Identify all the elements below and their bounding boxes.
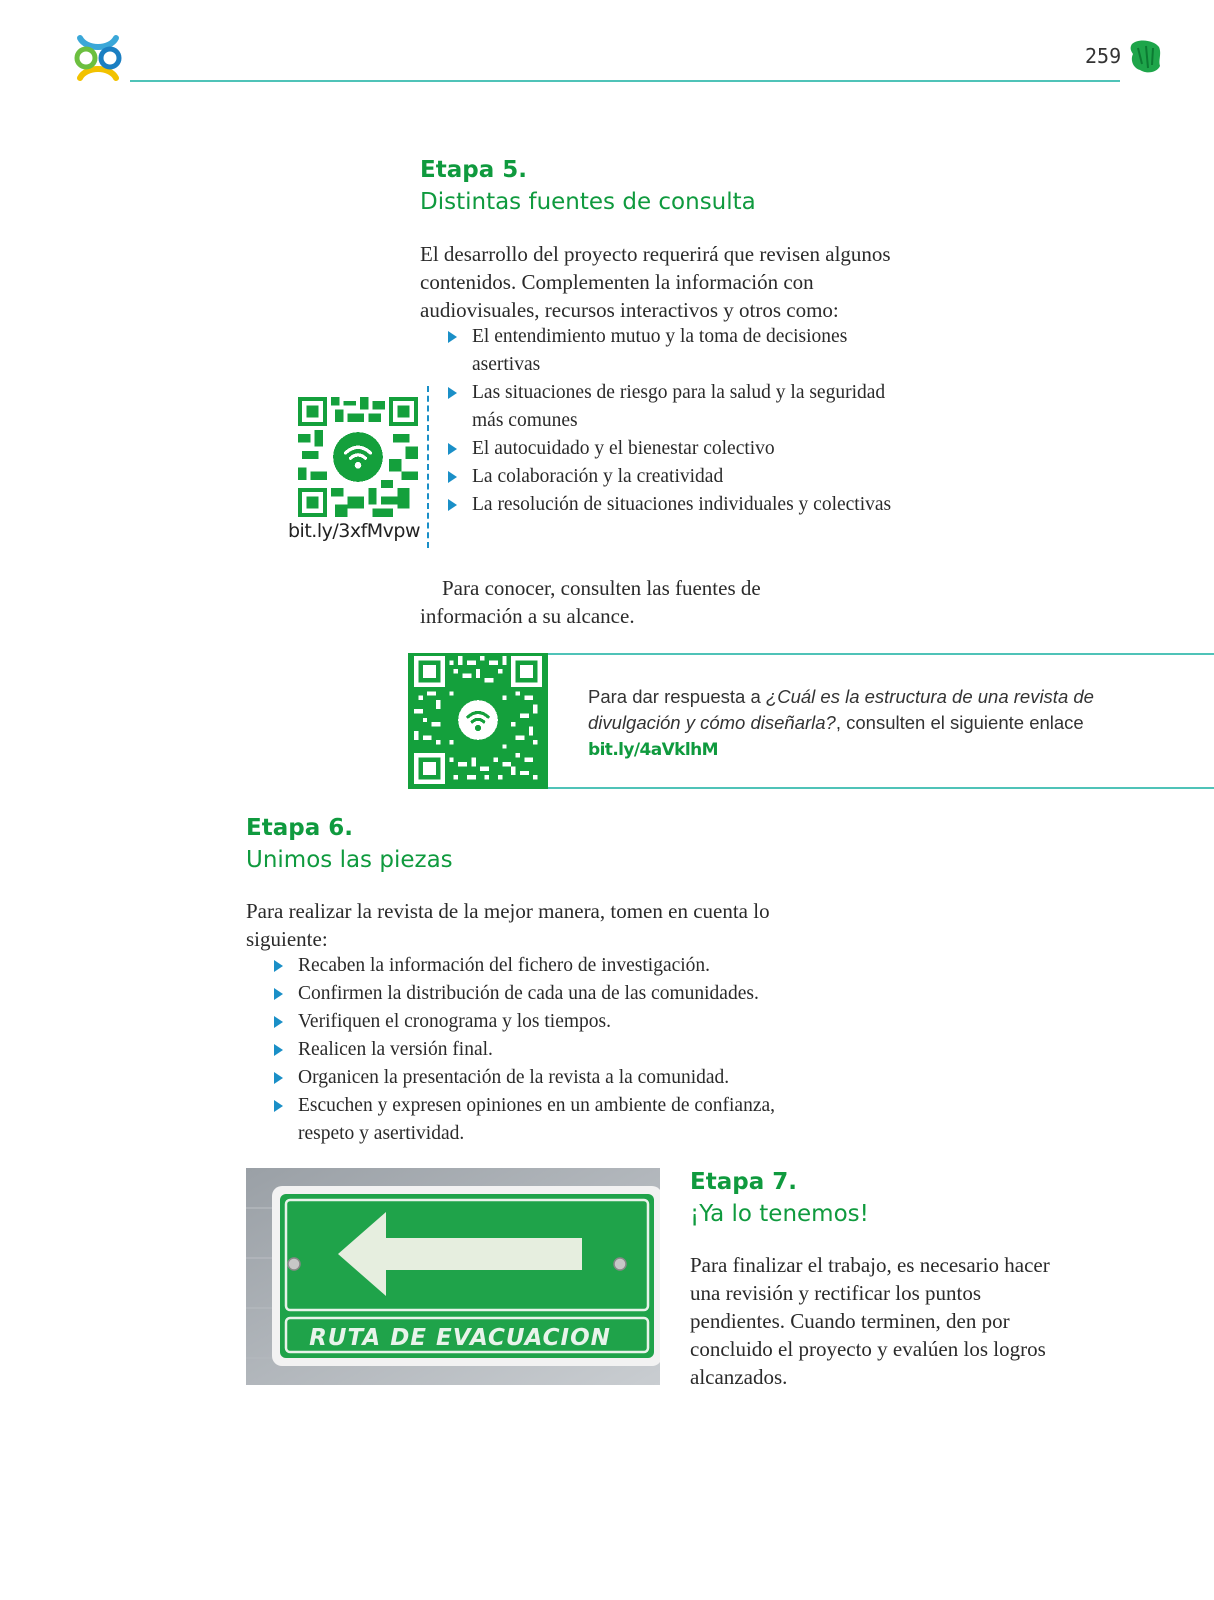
- stage5-title: Distintas fuentes de consulta: [420, 189, 756, 215]
- stage7-title: ¡Ya lo tenemos!: [690, 1201, 869, 1227]
- list-item: Recaben la información del fichero de investigación.: [272, 952, 832, 980]
- list-item: El entendimiento mutuo y la toma de decisiones asertivas: [446, 323, 896, 379]
- stage6-intro: Para realizar la revista de la mejor manera, tomen en cuenta lo siguiente:: [246, 899, 770, 951]
- header-rule: [130, 80, 1120, 82]
- dashed-divider: [427, 386, 429, 548]
- stage6-bullet-list: [272, 952, 832, 1148]
- stage5-number: Etapa 5.: [420, 157, 527, 183]
- qr-code-icon[interactable]: [298, 397, 418, 517]
- sign-text: RUTA DE EVACUACION: [309, 1325, 611, 1351]
- info-box-link[interactable]: bit.ly/4aVklhM: [588, 740, 718, 760]
- list-item: La resolución de situaciones individuales y colectivas: [446, 491, 896, 519]
- list-item: Organicen la presentación de la revista a la comunidad.: [272, 1064, 832, 1092]
- info-text-question: ¿Cuál es la estructura de una revista de divulgación y cómo diseñarla?: [588, 686, 1094, 733]
- info-text-tail: , consulten el siguiente enlace: [835, 712, 1084, 733]
- stage6-title: Unimos las piezas: [246, 847, 453, 873]
- stage6-heading: [246, 812, 453, 876]
- stage5-closing: Para conocer, consulten las fuentes de información a su alcance.: [420, 576, 761, 628]
- stage5-intro: El desarrollo del proyecto requerirá que revisen algunos contenidos. Complementen la información con audiovisuales, recursos interactivos y otros como:: [420, 242, 891, 322]
- stage7-heading: [690, 1166, 869, 1230]
- stage5-heading: [420, 154, 756, 218]
- qr-code-icon[interactable]: [414, 656, 542, 784]
- list-item: El autocuidado y el bienestar colectivo: [446, 435, 896, 463]
- list-item: Las situaciones de riesgo para la salud y la seguridad más comunes: [446, 379, 896, 435]
- list-item: Verifiquen el cronograma y los tiempos.: [272, 1008, 832, 1036]
- evacuation-sign-photo: [246, 1168, 660, 1385]
- page-number: 259: [1085, 44, 1122, 68]
- info-box-text: [588, 684, 1148, 763]
- list-item: Confirmen la distribución de cada una de las comunidades.: [272, 980, 832, 1008]
- qr-link-text[interactable]: bit.ly/3xfMvpw: [288, 520, 421, 542]
- stage7-body: Para finalizar el trabajo, es necesario hacer una revisión y rectificar los puntos pendientes. Cuando terminen, den por concluido el proyecto y evalúen los logros alcanzados.: [690, 1253, 1050, 1389]
- stage7-number: Etapa 7.: [690, 1169, 797, 1195]
- list-item: La colaboración y la creatividad: [446, 463, 896, 491]
- info-text-lead: Para dar respuesta a: [588, 686, 766, 707]
- stage5-bullet-list: [446, 323, 896, 519]
- stage6-number: Etapa 6.: [246, 815, 353, 841]
- list-item: Escuchen y expresen opiniones en un ambiente de confianza, respeto y asertividad.: [272, 1092, 832, 1148]
- corner-decoration-icon: [1128, 38, 1162, 74]
- series-logo-icon: [70, 30, 126, 86]
- list-item: Realicen la versión final.: [272, 1036, 832, 1064]
